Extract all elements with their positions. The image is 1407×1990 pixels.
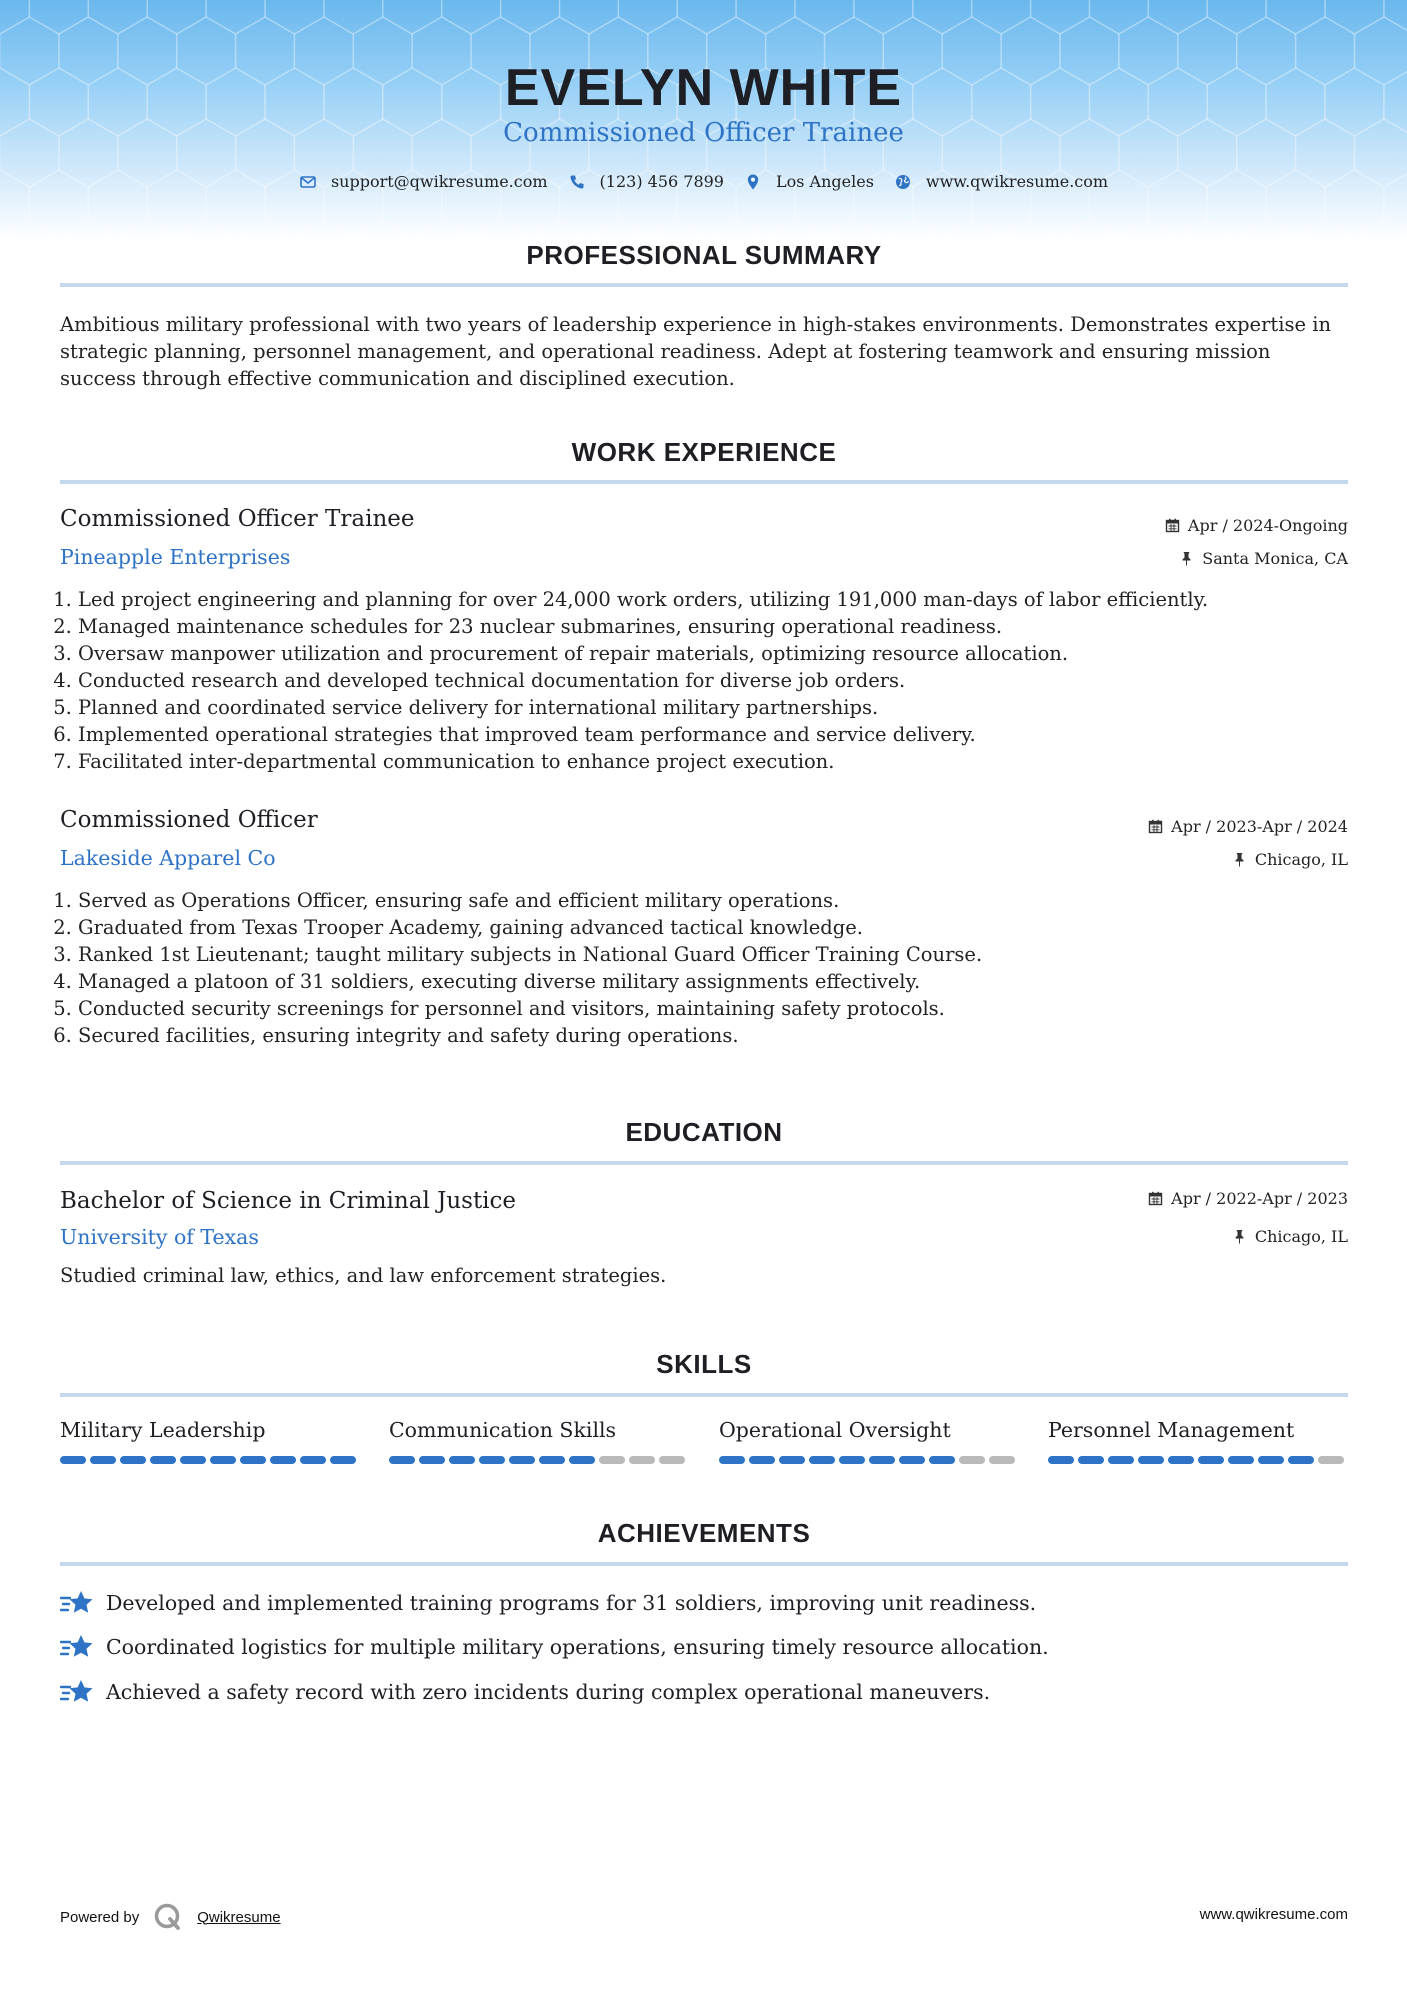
job-dates — [1148, 817, 1348, 836]
contact-website-text: www.qwikresume.com — [925, 172, 1109, 191]
skill-segment-empty — [959, 1456, 985, 1464]
skill-segment-filled — [419, 1456, 445, 1464]
skill-segment-filled — [90, 1456, 116, 1464]
skill-level-bar — [389, 1456, 689, 1464]
job-dates-text: Apr / 2023-Apr / 2024 — [1171, 817, 1348, 836]
candidate-role: Commissioned Officer Trainee — [503, 118, 904, 148]
section-title-experience: WORK EXPERIENCE — [571, 437, 837, 467]
skill-segment-empty — [659, 1456, 685, 1464]
job-location-text: Santa Monica, CA — [1202, 549, 1348, 568]
skill-segment-filled — [929, 1456, 955, 1464]
list-item: 6. Secured facilities, ensuring integrity and safety during operations. — [78, 1022, 1368, 1049]
skill-level-bar — [1048, 1456, 1348, 1464]
skill-segment-filled — [569, 1456, 595, 1464]
skill-segment-filled — [869, 1456, 895, 1464]
section-title-summary: PROFESSIONAL SUMMARY — [526, 240, 882, 270]
skill-item — [60, 1418, 360, 1464]
job-location — [1232, 850, 1348, 869]
footer-website[interactable]: www.qwikresume.com — [1199, 1906, 1348, 1923]
skill-name: Personnel Management — [1048, 1418, 1295, 1442]
summary-text: Ambitious military professional with two years of leadership experience in high-stakes environments. Demonstrates expertise in strategic planning, personnel management, and operational readiness. Adept at fostering teamwork and ensuring mission success through effective communication and disciplined execution. — [60, 313, 1332, 390]
contact-phone[interactable] — [568, 172, 724, 191]
skill-segment-empty — [599, 1456, 625, 1464]
job-title: Commissioned Officer Trainee — [60, 506, 415, 532]
skill-name: Military Leadership — [60, 1418, 266, 1442]
candidate-name: EVELYN WHITE — [504, 59, 903, 117]
skill-segment-filled — [719, 1456, 745, 1464]
achievement-text: Developed and implemented training programs for 31 soldiers, improving unit readiness. — [106, 1591, 1037, 1615]
pushpin-icon — [1232, 852, 1247, 867]
skill-segment-filled — [1198, 1456, 1224, 1464]
list-item: 4. Conducted research and developed technical documentation for diverse job orders. — [78, 667, 1368, 694]
globe-icon — [894, 173, 912, 191]
achievement-text: Achieved a safety record with zero incidents during complex operational maneuvers. — [106, 1680, 991, 1704]
calendar-icon — [1148, 819, 1163, 834]
contact-phone-text: (123) 456 7899 — [599, 172, 724, 191]
contact-website[interactable] — [894, 172, 1108, 191]
skill-segment-filled — [300, 1456, 326, 1464]
calendar-icon — [1165, 518, 1180, 533]
list-item: 5. Conducted security screenings for personnel and visitors, maintaining safety protocols. — [78, 995, 1368, 1022]
skill-segment-empty — [989, 1456, 1015, 1464]
contact-location — [744, 172, 874, 191]
achievement-item — [60, 1677, 990, 1707]
contact-bar — [0, 172, 1407, 191]
section-divider — [60, 480, 1348, 484]
company-name: Pineapple Enterprises — [60, 545, 291, 569]
list-item: 7. Facilitated inter-departmental communication to enhance project execution. — [78, 748, 1368, 775]
skill-segment-filled — [1288, 1456, 1314, 1464]
section-divider — [60, 1393, 1348, 1397]
education-dates-text: Apr / 2022-Apr / 2023 — [1171, 1189, 1348, 1208]
pushpin-icon — [1232, 1229, 1247, 1244]
skill-level-bar — [719, 1456, 1019, 1464]
star-icon — [60, 1588, 94, 1618]
skill-segment-filled — [839, 1456, 865, 1464]
skill-segment-filled — [150, 1456, 176, 1464]
star-icon — [60, 1677, 94, 1707]
star-icon — [60, 1632, 94, 1662]
section-title-achievements: ACHIEVEMENTS — [597, 1518, 811, 1548]
job-responsibilities — [54, 887, 1368, 1049]
achievement-item — [60, 1588, 1036, 1618]
skill-name: Operational Oversight — [719, 1418, 951, 1442]
skill-segment-filled — [270, 1456, 296, 1464]
job-responsibilities — [54, 586, 1368, 775]
section-divider — [60, 1161, 1348, 1165]
skill-segment-filled — [1078, 1456, 1104, 1464]
job-location-text: Chicago, IL — [1254, 850, 1348, 869]
section-title-education: EDUCATION — [625, 1117, 783, 1147]
skill-segment-filled — [240, 1456, 266, 1464]
skill-item — [1048, 1418, 1348, 1464]
section-divider — [60, 1562, 1348, 1566]
achievement-text: Coordinated logistics for multiple military operations, ensuring timely resource allocation. — [106, 1635, 1049, 1659]
education-description: Studied criminal law, ethics, and law enforcement strategies. — [60, 1264, 667, 1287]
school-name: University of Texas — [60, 1225, 259, 1249]
education-dates — [1148, 1189, 1348, 1208]
skill-item — [389, 1418, 689, 1464]
skill-level-bar — [60, 1456, 360, 1464]
company-name: Lakeside Apparel Co — [60, 846, 276, 870]
list-item: 3. Ranked 1st Lieutenant; taught military subjects in National Guard Officer Training Course. — [78, 941, 1368, 968]
skill-segment-filled — [180, 1456, 206, 1464]
skill-segment-filled — [389, 1456, 415, 1464]
skill-segment-filled — [779, 1456, 805, 1464]
skill-segment-filled — [1048, 1456, 1074, 1464]
skill-segment-filled — [899, 1456, 925, 1464]
skill-segment-filled — [1108, 1456, 1134, 1464]
list-item: 2. Graduated from Texas Trooper Academy, gaining advanced tactical knowledge. — [78, 914, 1368, 941]
skill-segment-filled — [1228, 1456, 1254, 1464]
skill-segment-empty — [629, 1456, 655, 1464]
list-item: 2. Managed maintenance schedules for 23 nuclear submarines, ensuring operational readiness. — [78, 613, 1368, 640]
education-location — [1232, 1227, 1348, 1246]
map-marker-icon — [744, 173, 762, 191]
pushpin-icon — [1179, 551, 1194, 566]
list-item: 1. Led project engineering and planning for over 24,000 work orders, utilizing 191,000 man-days of labor efficiently. — [78, 586, 1368, 613]
achievement-item — [60, 1632, 1049, 1662]
job-title: Commissioned Officer — [60, 807, 318, 833]
skill-segment-filled — [330, 1456, 356, 1464]
contact-email[interactable] — [299, 172, 548, 191]
list-item: 4. Managed a platoon of 31 soldiers, executing diverse military assignments effectively. — [78, 968, 1368, 995]
envelope-icon — [299, 173, 317, 191]
contact-location-text: Los Angeles — [775, 172, 874, 191]
brand-link[interactable]: Qwikresume — [197, 1908, 281, 1926]
degree-title: Bachelor of Science in Criminal Justice — [60, 1188, 517, 1214]
skill-segment-filled — [479, 1456, 505, 1464]
skill-segment-filled — [1138, 1456, 1164, 1464]
contact-email-text: support@qwikresume.com — [330, 172, 548, 191]
skill-segment-filled — [1168, 1456, 1194, 1464]
footer-powered-by — [60, 1902, 281, 1932]
skill-segment-filled — [120, 1456, 146, 1464]
phone-icon — [568, 173, 586, 191]
skill-segment-filled — [210, 1456, 236, 1464]
powered-by-label: Powered by — [60, 1908, 140, 1926]
job-dates — [1165, 516, 1348, 535]
education-location-text: Chicago, IL — [1254, 1227, 1348, 1246]
skill-segment-filled — [449, 1456, 475, 1464]
list-item: 1. Served as Operations Officer, ensuring safe and efficient military operations. — [78, 887, 1368, 914]
section-title-skills: SKILLS — [656, 1349, 752, 1379]
skill-item — [719, 1418, 1019, 1464]
list-item: 6. Implemented operational strategies that improved team performance and service delivery. — [78, 721, 1368, 748]
list-item: 5. Planned and coordinated service delivery for international military partnerships. — [78, 694, 1368, 721]
skill-segment-filled — [60, 1456, 86, 1464]
qwikresume-logo-icon — [153, 1902, 183, 1932]
skill-segment-filled — [809, 1456, 835, 1464]
job-location — [1179, 549, 1348, 568]
skill-segment-empty — [1318, 1456, 1344, 1464]
skill-segment-filled — [539, 1456, 565, 1464]
skill-segment-filled — [509, 1456, 535, 1464]
calendar-icon — [1148, 1191, 1163, 1206]
skill-segment-filled — [1258, 1456, 1284, 1464]
job-dates-text: Apr / 2024-Ongoing — [1187, 516, 1348, 535]
skill-segment-filled — [749, 1456, 775, 1464]
section-divider — [60, 283, 1348, 287]
skill-name: Communication Skills — [389, 1418, 617, 1442]
list-item: 3. Oversaw manpower utilization and procurement of repair materials, optimizing resource allocation. — [78, 640, 1368, 667]
